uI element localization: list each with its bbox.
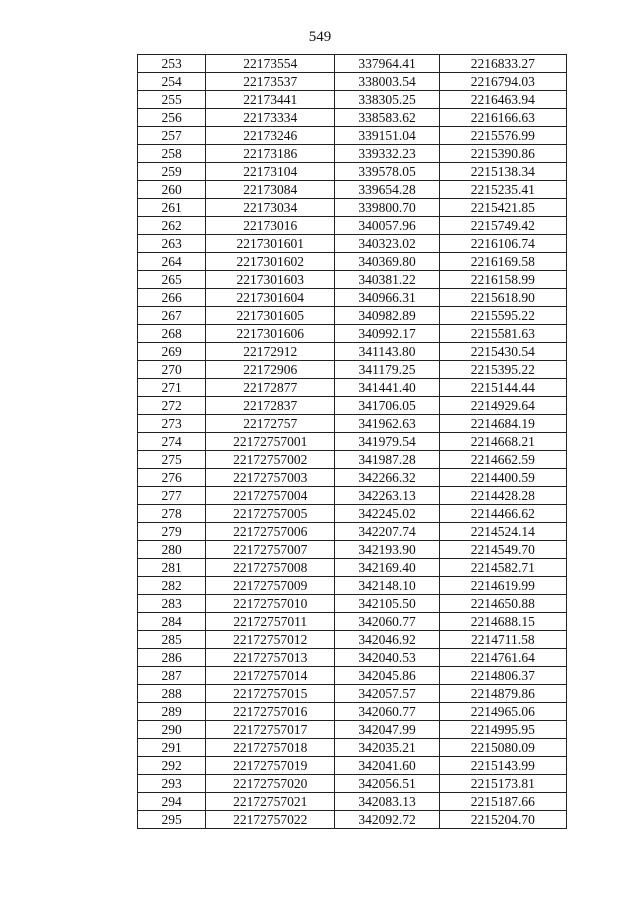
x-coordinate-cell: 342083.13 bbox=[335, 793, 439, 811]
y-coordinate-cell: 2214582.71 bbox=[439, 559, 566, 577]
table-row bbox=[138, 127, 567, 145]
point-id-cell: 2217301603 bbox=[206, 271, 335, 289]
table-row bbox=[138, 415, 567, 433]
table-row bbox=[138, 307, 567, 325]
table-row bbox=[138, 577, 567, 595]
point-number-cell: 274 bbox=[138, 433, 206, 451]
point-number-cell: 268 bbox=[138, 325, 206, 343]
point-number-cell: 276 bbox=[138, 469, 206, 487]
table-row bbox=[138, 631, 567, 649]
table-row bbox=[138, 451, 567, 469]
x-coordinate-cell: 342193.90 bbox=[335, 541, 439, 559]
table-row bbox=[138, 613, 567, 631]
x-coordinate-cell: 340381.22 bbox=[335, 271, 439, 289]
x-coordinate-cell: 342046.92 bbox=[335, 631, 439, 649]
point-id-cell: 22172757002 bbox=[206, 451, 335, 469]
x-coordinate-cell: 342057.57 bbox=[335, 685, 439, 703]
point-id-cell: 22172757005 bbox=[206, 505, 335, 523]
point-number-cell: 263 bbox=[138, 235, 206, 253]
point-id-cell: 22172757014 bbox=[206, 667, 335, 685]
table-row bbox=[138, 721, 567, 739]
point-id-cell: 22173186 bbox=[206, 145, 335, 163]
point-number-cell: 293 bbox=[138, 775, 206, 793]
point-id-cell: 22172757010 bbox=[206, 595, 335, 613]
table-row bbox=[138, 73, 567, 91]
table-row bbox=[138, 145, 567, 163]
point-number-cell: 254 bbox=[138, 73, 206, 91]
point-number-cell: 289 bbox=[138, 703, 206, 721]
table-row bbox=[138, 559, 567, 577]
x-coordinate-cell: 341987.28 bbox=[335, 451, 439, 469]
point-id-cell: 22172906 bbox=[206, 361, 335, 379]
table-row bbox=[138, 685, 567, 703]
point-number-cell: 285 bbox=[138, 631, 206, 649]
point-id-cell: 22172757008 bbox=[206, 559, 335, 577]
point-number-cell: 287 bbox=[138, 667, 206, 685]
point-id-cell: 22172912 bbox=[206, 343, 335, 361]
table-row bbox=[138, 667, 567, 685]
x-coordinate-cell: 342060.77 bbox=[335, 613, 439, 631]
point-id-cell: 22172757007 bbox=[206, 541, 335, 559]
point-id-cell: 22173537 bbox=[206, 73, 335, 91]
y-coordinate-cell: 2215430.54 bbox=[439, 343, 566, 361]
table-row bbox=[138, 271, 567, 289]
point-number-cell: 279 bbox=[138, 523, 206, 541]
point-id-cell: 22172757013 bbox=[206, 649, 335, 667]
table-row bbox=[138, 433, 567, 451]
point-number-cell: 258 bbox=[138, 145, 206, 163]
point-id-cell: 22172757016 bbox=[206, 703, 335, 721]
y-coordinate-cell: 2214466.62 bbox=[439, 505, 566, 523]
y-coordinate-cell: 2214965.06 bbox=[439, 703, 566, 721]
coordinates-table-body bbox=[138, 55, 567, 829]
x-coordinate-cell: 341143.80 bbox=[335, 343, 439, 361]
point-number-cell: 294 bbox=[138, 793, 206, 811]
point-number-cell: 280 bbox=[138, 541, 206, 559]
y-coordinate-cell: 2216166.63 bbox=[439, 109, 566, 127]
point-number-cell: 259 bbox=[138, 163, 206, 181]
x-coordinate-cell: 342245.02 bbox=[335, 505, 439, 523]
point-number-cell: 255 bbox=[138, 91, 206, 109]
table-row bbox=[138, 163, 567, 181]
point-id-cell: 2217301601 bbox=[206, 235, 335, 253]
x-coordinate-cell: 337964.41 bbox=[335, 55, 439, 73]
y-coordinate-cell: 2214929.64 bbox=[439, 397, 566, 415]
y-coordinate-cell: 2215235.41 bbox=[439, 181, 566, 199]
x-coordinate-cell: 340369.80 bbox=[335, 253, 439, 271]
table-row bbox=[138, 595, 567, 613]
x-coordinate-cell: 339578.05 bbox=[335, 163, 439, 181]
point-number-cell: 286 bbox=[138, 649, 206, 667]
point-number-cell: 269 bbox=[138, 343, 206, 361]
point-number-cell: 261 bbox=[138, 199, 206, 217]
point-id-cell: 2217301604 bbox=[206, 289, 335, 307]
point-id-cell: 22172757017 bbox=[206, 721, 335, 739]
y-coordinate-cell: 2215421.85 bbox=[439, 199, 566, 217]
point-id-cell: 22173104 bbox=[206, 163, 335, 181]
point-id-cell: 22172757 bbox=[206, 415, 335, 433]
point-id-cell: 22173034 bbox=[206, 199, 335, 217]
point-number-cell: 253 bbox=[138, 55, 206, 73]
x-coordinate-cell: 340057.96 bbox=[335, 217, 439, 235]
point-number-cell: 260 bbox=[138, 181, 206, 199]
x-coordinate-cell: 342105.50 bbox=[335, 595, 439, 613]
point-id-cell: 2217301602 bbox=[206, 253, 335, 271]
y-coordinate-cell: 2215576.99 bbox=[439, 127, 566, 145]
x-coordinate-cell: 339151.04 bbox=[335, 127, 439, 145]
y-coordinate-cell: 2215390.86 bbox=[439, 145, 566, 163]
point-number-cell: 262 bbox=[138, 217, 206, 235]
point-id-cell: 22172757021 bbox=[206, 793, 335, 811]
x-coordinate-cell: 338305.25 bbox=[335, 91, 439, 109]
x-coordinate-cell: 341441.40 bbox=[335, 379, 439, 397]
y-coordinate-cell: 2215618.90 bbox=[439, 289, 566, 307]
table-row bbox=[138, 757, 567, 775]
y-coordinate-cell: 2216794.03 bbox=[439, 73, 566, 91]
point-id-cell: 2217301606 bbox=[206, 325, 335, 343]
x-coordinate-cell: 342266.32 bbox=[335, 469, 439, 487]
point-number-cell: 272 bbox=[138, 397, 206, 415]
x-coordinate-cell: 341179.25 bbox=[335, 361, 439, 379]
point-id-cell: 22173334 bbox=[206, 109, 335, 127]
y-coordinate-cell: 2214806.37 bbox=[439, 667, 566, 685]
point-id-cell: 22173441 bbox=[206, 91, 335, 109]
point-number-cell: 281 bbox=[138, 559, 206, 577]
x-coordinate-cell: 341979.54 bbox=[335, 433, 439, 451]
table-row bbox=[138, 181, 567, 199]
y-coordinate-cell: 2215395.22 bbox=[439, 361, 566, 379]
y-coordinate-cell: 2216463.94 bbox=[439, 91, 566, 109]
x-coordinate-cell: 338583.62 bbox=[335, 109, 439, 127]
coordinates-table bbox=[137, 54, 567, 829]
y-coordinate-cell: 2214428.28 bbox=[439, 487, 566, 505]
y-coordinate-cell: 2214400.59 bbox=[439, 469, 566, 487]
point-id-cell: 22172757006 bbox=[206, 523, 335, 541]
point-number-cell: 290 bbox=[138, 721, 206, 739]
point-id-cell: 22172757004 bbox=[206, 487, 335, 505]
point-number-cell: 267 bbox=[138, 307, 206, 325]
point-number-cell: 284 bbox=[138, 613, 206, 631]
point-number-cell: 271 bbox=[138, 379, 206, 397]
point-number-cell: 288 bbox=[138, 685, 206, 703]
point-id-cell: 22172837 bbox=[206, 397, 335, 415]
table-row bbox=[138, 91, 567, 109]
y-coordinate-cell: 2214662.59 bbox=[439, 451, 566, 469]
table-row bbox=[138, 775, 567, 793]
y-coordinate-cell: 2215581.63 bbox=[439, 325, 566, 343]
table-row bbox=[138, 361, 567, 379]
point-id-cell: 22172757019 bbox=[206, 757, 335, 775]
y-coordinate-cell: 2215595.22 bbox=[439, 307, 566, 325]
x-coordinate-cell: 342041.60 bbox=[335, 757, 439, 775]
x-coordinate-cell: 340992.17 bbox=[335, 325, 439, 343]
y-coordinate-cell: 2214711.58 bbox=[439, 631, 566, 649]
table-row bbox=[138, 199, 567, 217]
point-number-cell: 257 bbox=[138, 127, 206, 145]
point-number-cell: 256 bbox=[138, 109, 206, 127]
point-number-cell: 295 bbox=[138, 811, 206, 829]
y-coordinate-cell: 2216833.27 bbox=[439, 55, 566, 73]
point-id-cell: 22173246 bbox=[206, 127, 335, 145]
point-number-cell: 266 bbox=[138, 289, 206, 307]
point-id-cell: 22172757022 bbox=[206, 811, 335, 829]
table-row bbox=[138, 703, 567, 721]
table-row bbox=[138, 55, 567, 73]
point-id-cell: 22173084 bbox=[206, 181, 335, 199]
table-row bbox=[138, 397, 567, 415]
point-number-cell: 283 bbox=[138, 595, 206, 613]
x-coordinate-cell: 339332.23 bbox=[335, 145, 439, 163]
y-coordinate-cell: 2214650.88 bbox=[439, 595, 566, 613]
table-row bbox=[138, 811, 567, 829]
table-row bbox=[138, 253, 567, 271]
table-row bbox=[138, 739, 567, 757]
point-number-cell: 275 bbox=[138, 451, 206, 469]
point-id-cell: 22172757015 bbox=[206, 685, 335, 703]
x-coordinate-cell: 342047.99 bbox=[335, 721, 439, 739]
table-row bbox=[138, 379, 567, 397]
point-id-cell: 22172757018 bbox=[206, 739, 335, 757]
x-coordinate-cell: 339654.28 bbox=[335, 181, 439, 199]
x-coordinate-cell: 341962.63 bbox=[335, 415, 439, 433]
x-coordinate-cell: 342207.74 bbox=[335, 523, 439, 541]
x-coordinate-cell: 340323.02 bbox=[335, 235, 439, 253]
y-coordinate-cell: 2214549.70 bbox=[439, 541, 566, 559]
table-row bbox=[138, 469, 567, 487]
point-number-cell: 291 bbox=[138, 739, 206, 757]
point-number-cell: 273 bbox=[138, 415, 206, 433]
x-coordinate-cell: 342169.40 bbox=[335, 559, 439, 577]
y-coordinate-cell: 2215187.66 bbox=[439, 793, 566, 811]
y-coordinate-cell: 2214524.14 bbox=[439, 523, 566, 541]
x-coordinate-cell: 342040.53 bbox=[335, 649, 439, 667]
x-coordinate-cell: 338003.54 bbox=[335, 73, 439, 91]
x-coordinate-cell: 339800.70 bbox=[335, 199, 439, 217]
x-coordinate-cell: 342148.10 bbox=[335, 577, 439, 595]
y-coordinate-cell: 2215144.44 bbox=[439, 379, 566, 397]
x-coordinate-cell: 342092.72 bbox=[335, 811, 439, 829]
point-number-cell: 292 bbox=[138, 757, 206, 775]
y-coordinate-cell: 2216106.74 bbox=[439, 235, 566, 253]
point-number-cell: 278 bbox=[138, 505, 206, 523]
table-row bbox=[138, 793, 567, 811]
table-row bbox=[138, 649, 567, 667]
point-id-cell: 22173554 bbox=[206, 55, 335, 73]
point-id-cell: 22172757011 bbox=[206, 613, 335, 631]
table-row bbox=[138, 487, 567, 505]
point-number-cell: 264 bbox=[138, 253, 206, 271]
point-number-cell: 265 bbox=[138, 271, 206, 289]
page-number: 549 bbox=[308, 29, 332, 45]
table-row bbox=[138, 343, 567, 361]
y-coordinate-cell: 2214668.21 bbox=[439, 433, 566, 451]
x-coordinate-cell: 342056.51 bbox=[335, 775, 439, 793]
point-id-cell: 22173016 bbox=[206, 217, 335, 235]
y-coordinate-cell: 2214684.19 bbox=[439, 415, 566, 433]
table-row bbox=[138, 505, 567, 523]
y-coordinate-cell: 2214879.86 bbox=[439, 685, 566, 703]
point-id-cell: 22172757012 bbox=[206, 631, 335, 649]
y-coordinate-cell: 2214619.99 bbox=[439, 577, 566, 595]
table-row bbox=[138, 289, 567, 307]
x-coordinate-cell: 340982.89 bbox=[335, 307, 439, 325]
point-number-cell: 282 bbox=[138, 577, 206, 595]
table-row bbox=[138, 325, 567, 343]
y-coordinate-cell: 2215173.81 bbox=[439, 775, 566, 793]
table-row bbox=[138, 541, 567, 559]
x-coordinate-cell: 341706.05 bbox=[335, 397, 439, 415]
point-id-cell: 22172757001 bbox=[206, 433, 335, 451]
table-row bbox=[138, 217, 567, 235]
table-row bbox=[138, 109, 567, 127]
y-coordinate-cell: 2215749.42 bbox=[439, 217, 566, 235]
table-row bbox=[138, 523, 567, 541]
point-id-cell: 2217301605 bbox=[206, 307, 335, 325]
point-number-cell: 270 bbox=[138, 361, 206, 379]
y-coordinate-cell: 2216169.58 bbox=[439, 253, 566, 271]
y-coordinate-cell: 2214761.64 bbox=[439, 649, 566, 667]
point-id-cell: 22172877 bbox=[206, 379, 335, 397]
x-coordinate-cell: 340966.31 bbox=[335, 289, 439, 307]
y-coordinate-cell: 2214688.15 bbox=[439, 613, 566, 631]
x-coordinate-cell: 342045.86 bbox=[335, 667, 439, 685]
point-id-cell: 22172757003 bbox=[206, 469, 335, 487]
y-coordinate-cell: 2215143.99 bbox=[439, 757, 566, 775]
y-coordinate-cell: 2216158.99 bbox=[439, 271, 566, 289]
y-coordinate-cell: 2215138.34 bbox=[439, 163, 566, 181]
x-coordinate-cell: 342060.77 bbox=[335, 703, 439, 721]
x-coordinate-cell: 342263.13 bbox=[335, 487, 439, 505]
table-row bbox=[138, 235, 567, 253]
x-coordinate-cell: 342035.21 bbox=[335, 739, 439, 757]
point-id-cell: 22172757020 bbox=[206, 775, 335, 793]
y-coordinate-cell: 2215204.70 bbox=[439, 811, 566, 829]
point-id-cell: 22172757009 bbox=[206, 577, 335, 595]
y-coordinate-cell: 2214995.95 bbox=[439, 721, 566, 739]
point-number-cell: 277 bbox=[138, 487, 206, 505]
y-coordinate-cell: 2215080.09 bbox=[439, 739, 566, 757]
